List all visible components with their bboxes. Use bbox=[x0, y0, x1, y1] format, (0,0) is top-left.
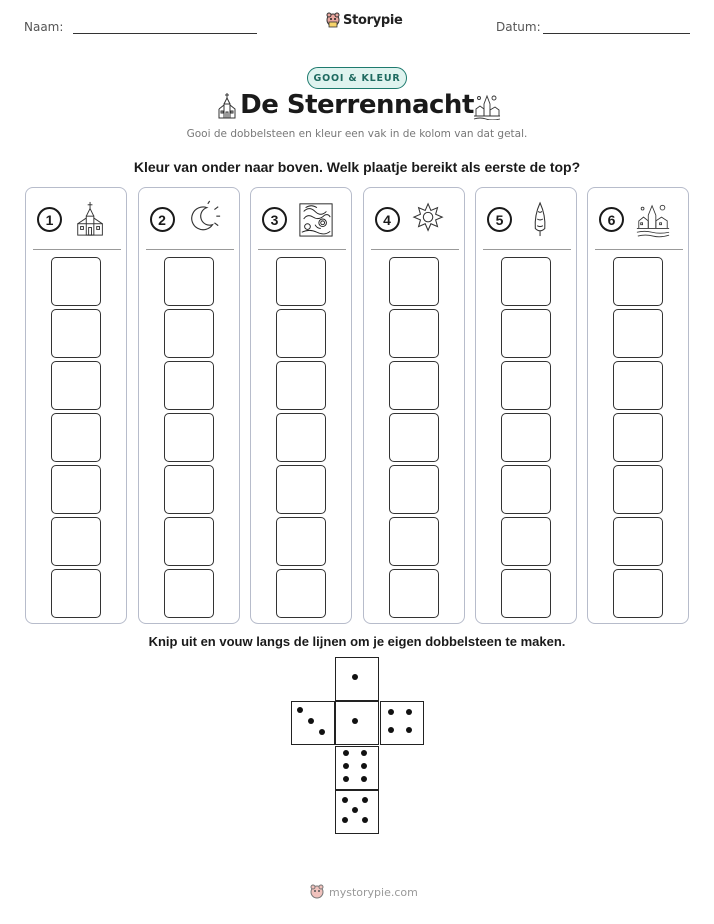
color-cell[interactable] bbox=[164, 413, 214, 462]
star-burst-icon bbox=[411, 199, 447, 239]
die-pip bbox=[361, 750, 367, 756]
color-cell[interactable] bbox=[164, 517, 214, 566]
color-cell[interactable] bbox=[164, 257, 214, 306]
color-cell[interactable] bbox=[276, 517, 326, 566]
color-cell[interactable] bbox=[389, 517, 439, 566]
die-face-1 bbox=[335, 701, 379, 745]
color-cell[interactable] bbox=[613, 413, 663, 462]
color-cell[interactable] bbox=[501, 257, 551, 306]
color-cell[interactable] bbox=[613, 465, 663, 514]
color-cell[interactable] bbox=[51, 413, 101, 462]
column-number: 2 bbox=[150, 207, 175, 232]
color-cell[interactable] bbox=[51, 465, 101, 514]
column-divider bbox=[258, 249, 346, 250]
activity-badge: GOOI & KLEUR bbox=[307, 67, 407, 89]
color-cell[interactable] bbox=[613, 309, 663, 358]
page-subtitle: Gooi de dobbelsteen en kleur een vak in de kolom van dat getal. bbox=[186, 128, 528, 140]
brand-name: Storypie bbox=[343, 12, 403, 28]
die-pip bbox=[308, 718, 314, 724]
color-cell[interactable] bbox=[613, 517, 663, 566]
color-cell[interactable] bbox=[389, 309, 439, 358]
color-cell[interactable] bbox=[389, 569, 439, 618]
color-cell[interactable] bbox=[276, 569, 326, 618]
color-cell[interactable] bbox=[501, 413, 551, 462]
color-cell[interactable] bbox=[613, 257, 663, 306]
church-icon bbox=[73, 199, 109, 239]
color-cell[interactable] bbox=[51, 309, 101, 358]
column-number: 6 bbox=[599, 207, 624, 232]
game-instruction: Kleur van onder naar boven. Welk plaatje bereikt als eerste de top? bbox=[133, 159, 581, 175]
die-pip bbox=[342, 797, 348, 803]
die-pip bbox=[342, 817, 348, 823]
brand-logo bbox=[326, 12, 403, 28]
color-cell[interactable] bbox=[501, 517, 551, 566]
title-village-icon bbox=[472, 92, 502, 120]
color-cell[interactable] bbox=[164, 361, 214, 410]
column-3 bbox=[250, 187, 352, 624]
column-divider bbox=[483, 249, 571, 250]
die-pip bbox=[352, 807, 358, 813]
moon-sun-icon bbox=[186, 199, 222, 239]
column-2 bbox=[138, 187, 240, 624]
die-pip bbox=[388, 727, 394, 733]
column-number: 5 bbox=[487, 207, 512, 232]
column-6 bbox=[587, 187, 689, 624]
die-pip bbox=[361, 763, 367, 769]
column-number: 1 bbox=[37, 207, 62, 232]
color-cell[interactable] bbox=[613, 361, 663, 410]
date-label: Datum: bbox=[496, 20, 541, 34]
color-cell[interactable] bbox=[276, 413, 326, 462]
die-pip bbox=[352, 674, 358, 680]
color-cell[interactable] bbox=[276, 361, 326, 410]
footer-url: mystorypie.com bbox=[329, 885, 418, 899]
color-cell[interactable] bbox=[164, 465, 214, 514]
die-pip bbox=[343, 750, 349, 756]
color-cell[interactable] bbox=[389, 413, 439, 462]
die-pip bbox=[343, 763, 349, 769]
color-cell[interactable] bbox=[276, 465, 326, 514]
die-pip bbox=[352, 718, 358, 724]
column-number: 4 bbox=[375, 207, 400, 232]
date-line bbox=[543, 33, 690, 34]
color-cell[interactable] bbox=[51, 257, 101, 306]
die-pip bbox=[406, 709, 412, 715]
column-4 bbox=[363, 187, 465, 624]
name-line bbox=[73, 33, 257, 34]
die-face-4 bbox=[380, 701, 424, 745]
column-1 bbox=[25, 187, 127, 624]
die-face-3 bbox=[291, 701, 335, 745]
color-cell[interactable] bbox=[51, 361, 101, 410]
die-pip bbox=[406, 727, 412, 733]
column-divider bbox=[146, 249, 234, 250]
page-title: De Sterrennacht bbox=[240, 90, 474, 120]
color-columns bbox=[25, 187, 689, 624]
color-cell[interactable] bbox=[501, 361, 551, 410]
column-number: 3 bbox=[262, 207, 287, 232]
color-cell[interactable] bbox=[276, 309, 326, 358]
cypress-tree-icon bbox=[523, 199, 559, 239]
die-face-5 bbox=[335, 790, 379, 834]
die-pip bbox=[319, 729, 325, 735]
color-cell[interactable] bbox=[389, 361, 439, 410]
column-divider bbox=[33, 249, 121, 250]
die-face-6 bbox=[335, 746, 379, 790]
color-cell[interactable] bbox=[164, 569, 214, 618]
color-cell[interactable] bbox=[389, 257, 439, 306]
starry-swirl-icon bbox=[298, 199, 334, 239]
die-pip bbox=[297, 707, 303, 713]
color-cell[interactable] bbox=[501, 569, 551, 618]
die-pip bbox=[343, 776, 349, 782]
color-cell[interactable] bbox=[501, 309, 551, 358]
color-cell[interactable] bbox=[501, 465, 551, 514]
die-pip bbox=[362, 797, 368, 803]
storypie-mascot-icon bbox=[326, 12, 340, 28]
die-instruction: Knip uit en vouw langs de lijnen om je eigen dobbelsteen te maken. bbox=[148, 634, 566, 649]
color-cell[interactable] bbox=[613, 569, 663, 618]
village-icon bbox=[635, 199, 671, 239]
die-pip bbox=[362, 817, 368, 823]
die-pip bbox=[361, 776, 367, 782]
column-divider bbox=[371, 249, 459, 250]
footer-mascot-icon bbox=[310, 884, 324, 900]
die-face-1 bbox=[335, 657, 379, 701]
footer bbox=[310, 884, 418, 900]
color-cell[interactable] bbox=[389, 465, 439, 514]
color-cell[interactable] bbox=[164, 309, 214, 358]
color-cell[interactable] bbox=[51, 569, 101, 618]
column-5 bbox=[475, 187, 577, 624]
die-pip bbox=[388, 709, 394, 715]
color-cell[interactable] bbox=[276, 257, 326, 306]
column-divider bbox=[595, 249, 683, 250]
name-label: Naam: bbox=[24, 20, 64, 34]
color-cell[interactable] bbox=[51, 517, 101, 566]
